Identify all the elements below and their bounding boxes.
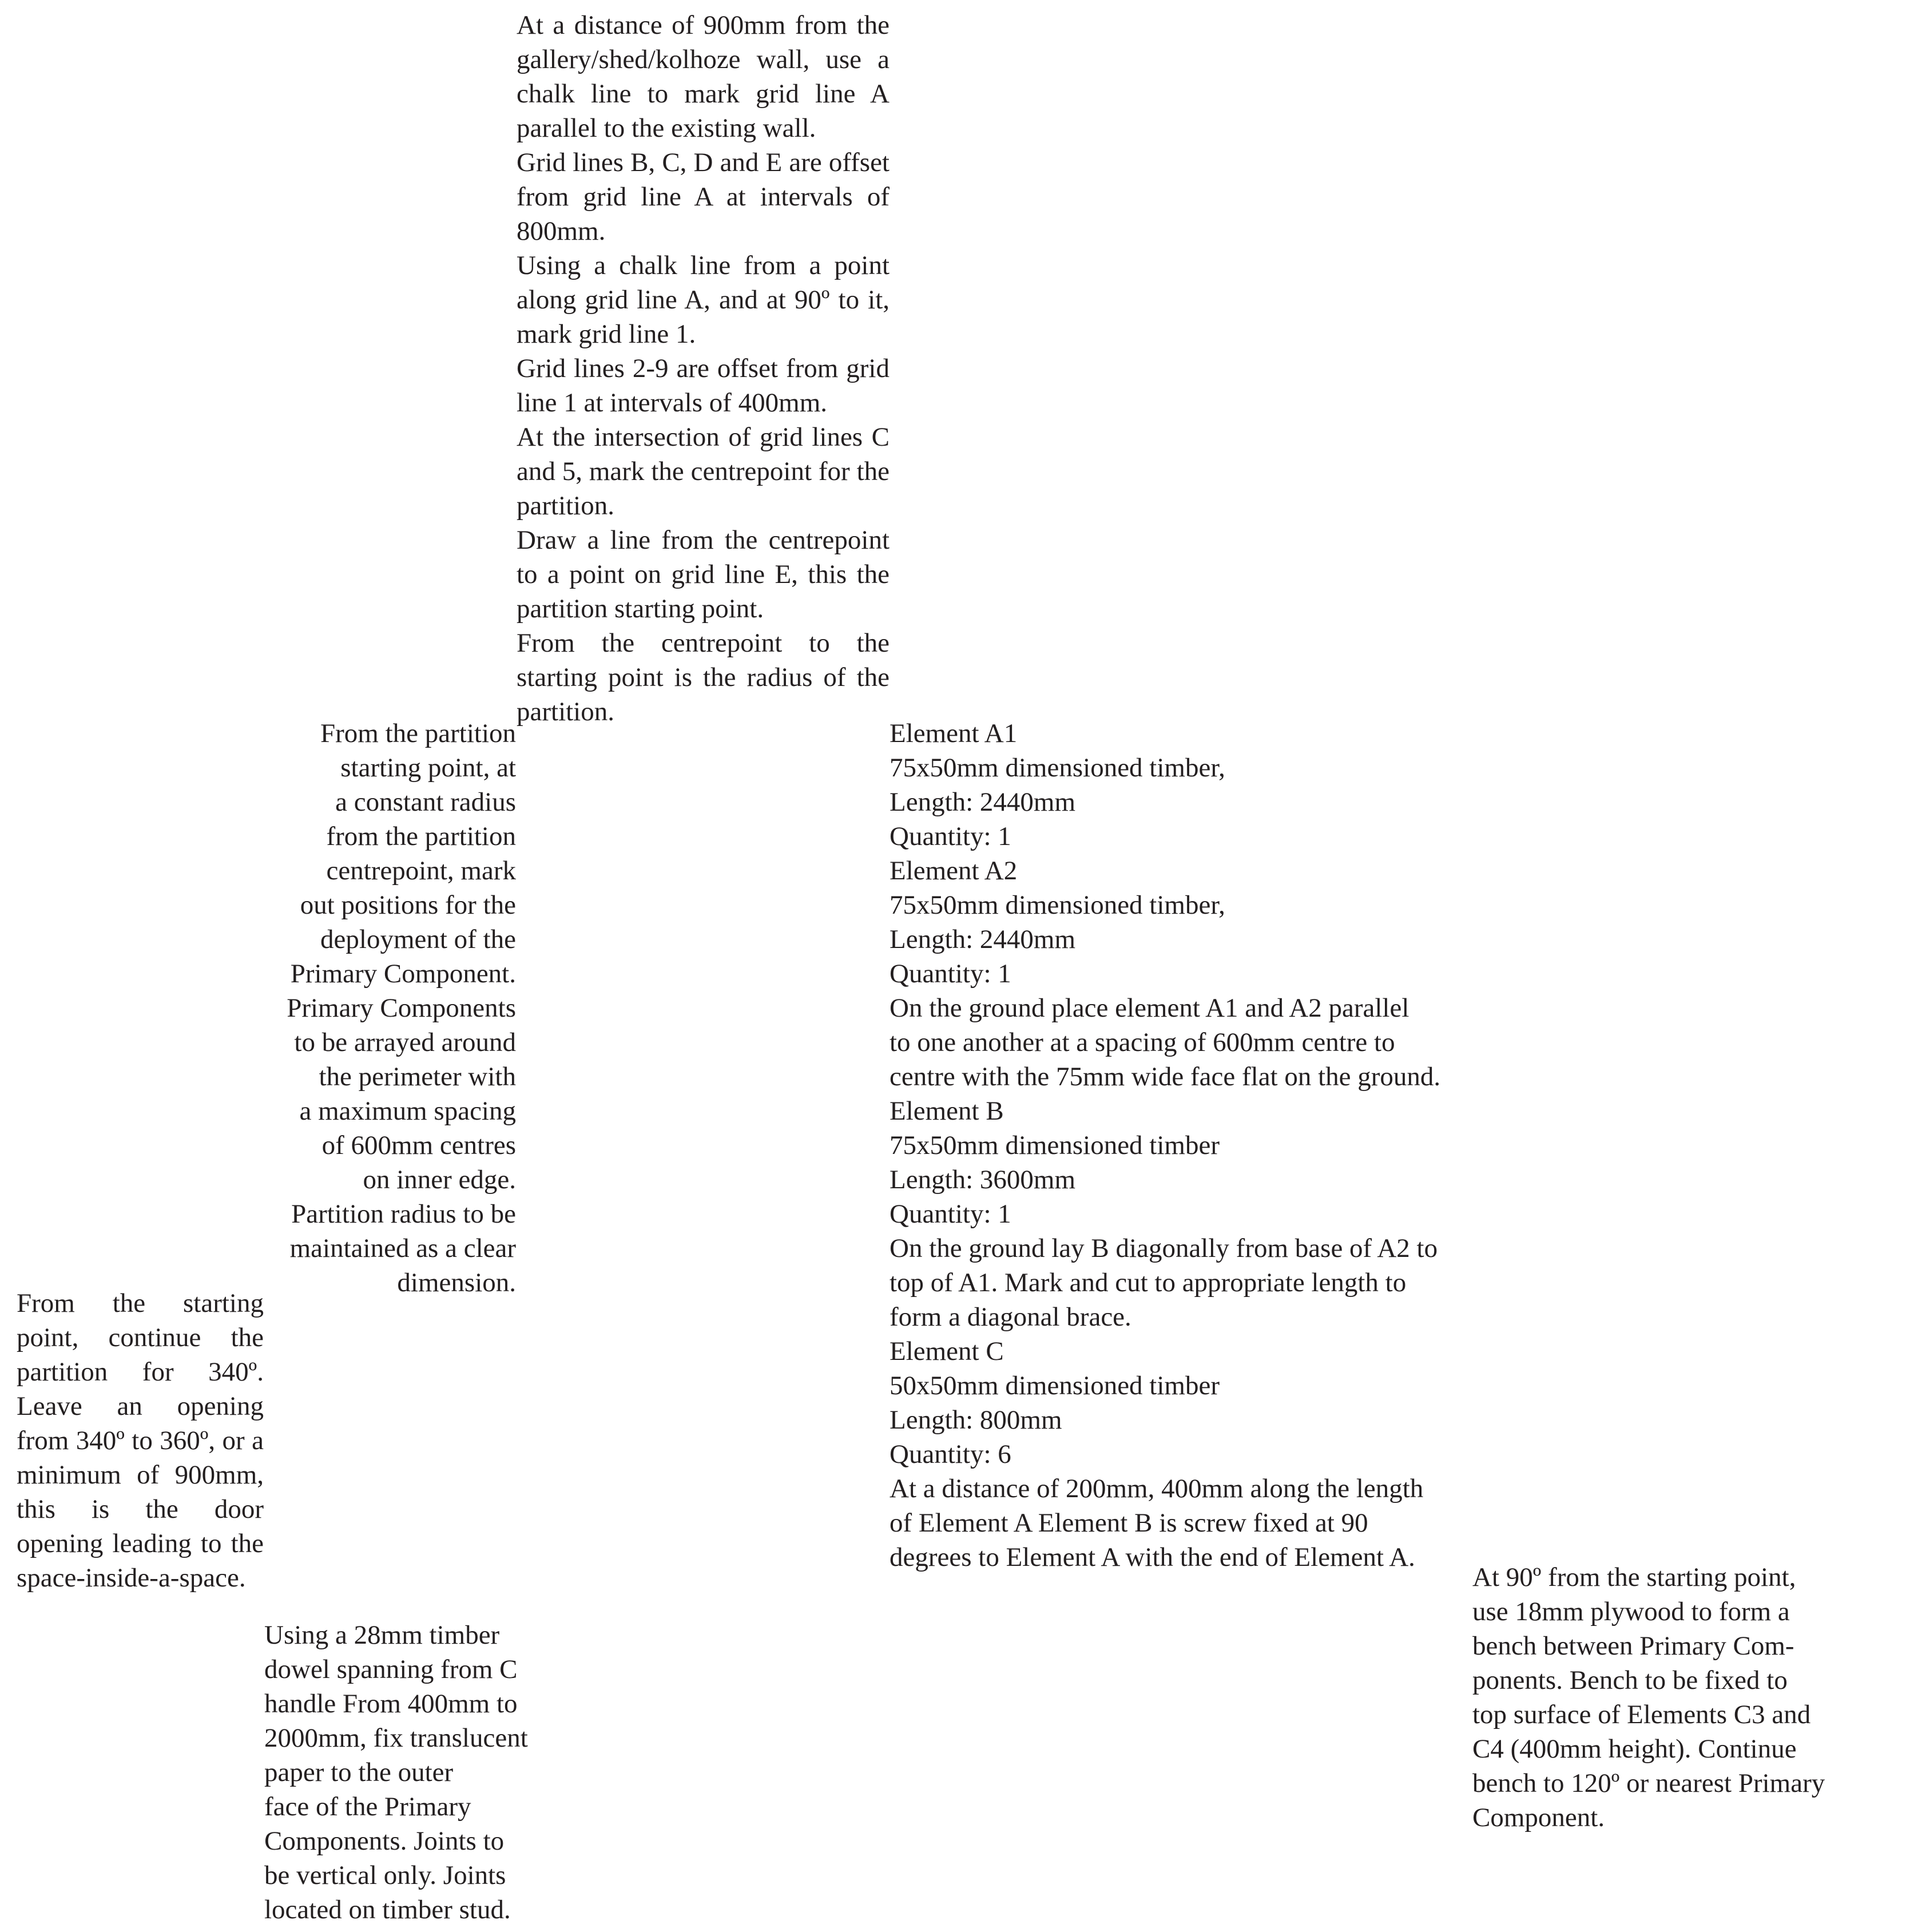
element-spec-line: Quantity: 1 — [890, 959, 1011, 989]
element-spec-line: Quantity: 1 — [890, 822, 1011, 851]
deployment-line: the perimeter with — [319, 1062, 516, 1092]
deployment-line: maintained as a clear — [289, 1233, 516, 1263]
bench-line: bench to 120º or nearest Primary — [1472, 1768, 1825, 1798]
bench-line: ponents. Bench to be fixed to — [1472, 1665, 1788, 1695]
element-instruction-line: form a diagonal brace. — [890, 1302, 1131, 1332]
bench-line: top surface of Elements C3 and — [1472, 1700, 1811, 1729]
deployment-line: a constant radius — [335, 787, 516, 817]
element-spec-line: Length: 800mm — [890, 1405, 1062, 1435]
element-spec-line: 75x50mm dimensioned timber — [890, 1130, 1220, 1160]
paper-fixing-line: Components. Joints to — [264, 1826, 505, 1856]
element-spec-line: 75x50mm dimensioned timber, — [890, 890, 1225, 920]
paper-fixing-line: located on timber stud. — [264, 1895, 511, 1925]
element-a1-heading: Element A1 — [890, 719, 1018, 748]
grid-instruction-paragraph: Draw a line from the centrepoint to a point on grid line E, this the partition starting point. — [517, 525, 890, 624]
deployment-line: of 600mm centres — [321, 1130, 516, 1160]
element-spec-line: Length: 2440mm — [890, 925, 1076, 954]
deployment-line: Primary Component. — [290, 959, 516, 989]
grid-instructions-block — [517, 8, 890, 729]
grid-instruction-paragraph: Using a chalk line from a point along grid line A, and at 90º to it, mark grid line 1. — [517, 251, 890, 349]
element-spec-line: Length: 3600mm — [890, 1165, 1076, 1195]
deployment-line: From the partition — [320, 719, 516, 748]
element-instruction-line: At a distance of 200mm, 400mm along the length — [890, 1474, 1424, 1503]
deployment-line: Partition radius to be — [291, 1199, 516, 1229]
deployment-line: Primary Components — [287, 993, 516, 1023]
element-instruction-line: centre with the 75mm wide face flat on the ground. — [890, 1062, 1441, 1092]
paper-fixing-line: face of the Primary — [264, 1792, 471, 1822]
deployment-line: centrepoint, mark — [326, 856, 516, 886]
element-instruction-line: to one another at a spacing of 600mm centre to — [890, 1028, 1395, 1057]
element-instruction-line: degrees to Element A with the end of Element A. — [890, 1542, 1415, 1572]
bench-line: At 90º from the starting point, — [1472, 1562, 1796, 1592]
element-instruction-line: On the ground place element A1 and A2 parallel — [890, 993, 1409, 1023]
bench-line: bench between Primary Com- — [1472, 1631, 1794, 1661]
element-spec-line: 75x50mm dimensioned timber, — [890, 753, 1225, 783]
deployment-line: dimension. — [397, 1268, 516, 1298]
elements-specification-block — [890, 716, 1484, 1574]
paper-fixing-line: be vertical only. Joints — [264, 1860, 506, 1890]
element-b-heading: Element B — [890, 1096, 1004, 1126]
bench-line: Component. — [1472, 1803, 1605, 1832]
deployment-line: starting point, at — [340, 753, 516, 783]
element-c-heading: Element C — [890, 1336, 1004, 1366]
deployment-line: out positions for the — [300, 890, 516, 920]
element-instruction-line: of Element A Element B is screw fixed at 90 — [890, 1508, 1368, 1538]
paper-fixing-line: Using a 28mm timber — [264, 1620, 500, 1650]
deployment-line: a maximum spacing — [299, 1096, 516, 1126]
deployment-line: from the partition — [326, 822, 516, 851]
partition-opening-paragraph: From the starting point, continue the partition for 340º. Leave an opening from 340º to 360º, or a minimum of 900mm, this is the door opening leading to the space-inside-a-space. — [17, 1288, 264, 1593]
bench-instructions-block — [1472, 1560, 1873, 1835]
element-spec-line: Length: 2440mm — [890, 787, 1076, 817]
element-spec-line: Quantity: 1 — [890, 1199, 1011, 1229]
bench-line: C4 (400mm height). Continue — [1472, 1734, 1797, 1764]
paper-fixing-line: handle From 400mm to — [264, 1689, 518, 1719]
element-spec-line: Quantity: 6 — [890, 1439, 1011, 1469]
element-instruction-line: On the ground lay B diagonally from base of A2 to — [890, 1233, 1438, 1263]
element-a2-heading: Element A2 — [890, 856, 1018, 886]
partition-opening-block — [17, 1286, 264, 1595]
grid-instruction-paragraph: From the centrepoint to the starting point is the radius of the partition. — [517, 628, 890, 727]
deployment-line: on inner edge. — [363, 1165, 516, 1195]
paper-fixing-line: dowel spanning from C — [264, 1655, 518, 1684]
deployment-line: to be arrayed around — [294, 1028, 516, 1057]
grid-instruction-paragraph: At the intersection of grid lines C and 5, mark the centrepoint for the partition. — [517, 422, 890, 521]
paper-fixing-block — [264, 1618, 562, 1927]
element-spec-line: 50x50mm dimensioned timber — [890, 1371, 1220, 1401]
grid-instruction-paragraph: Grid lines 2-9 are offset from grid line 1 at intervals of 400mm. — [517, 354, 890, 418]
bench-line: use 18mm plywood to form a — [1472, 1597, 1790, 1626]
paper-fixing-line: 2000mm, fix translucent — [264, 1723, 528, 1753]
partition-deployment-block — [229, 716, 516, 1300]
paper-fixing-line: paper to the outer — [264, 1758, 454, 1787]
grid-instruction-paragraph: At a distance of 900mm from the gallery/shed/kolhoze wall, use a chalk line to mark grid line A parallel to the existing wall. — [517, 10, 890, 143]
grid-instruction-paragraph: Grid lines B, C, D and E are offset from grid line A at intervals of 800mm. — [517, 148, 890, 246]
element-instruction-line: top of A1. Mark and cut to appropriate length to — [890, 1268, 1407, 1298]
deployment-line: deployment of the — [320, 925, 516, 954]
